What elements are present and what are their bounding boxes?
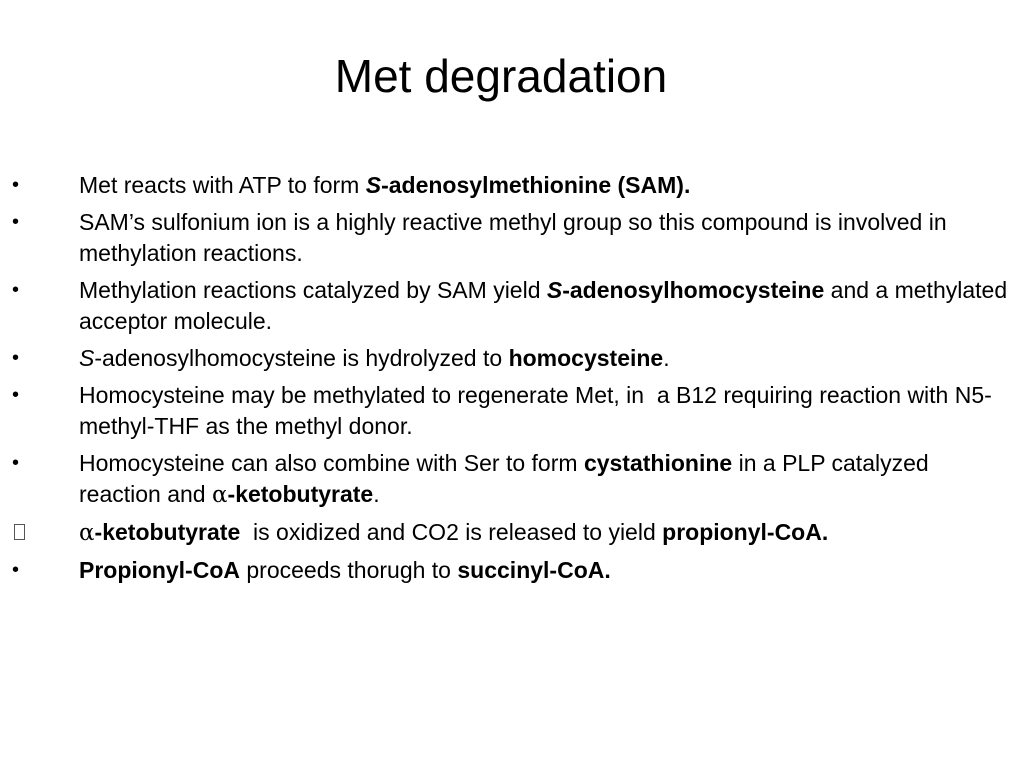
bullet-text: cystathionine [583, 450, 733, 476]
bullet-text: S [79, 345, 95, 371]
bullet-text: in a PLP catalyzed reaction and [79, 450, 936, 507]
bullet-item [0, 343, 1024, 374]
bullet-marker: • [12, 452, 20, 474]
bullet-text: is oxidized and CO2 is released to yield [240, 519, 663, 545]
bullet-text: -ketobutyrate [94, 519, 241, 545]
bullet-text: Propionyl-CoA [79, 557, 240, 583]
bullet-text: propionyl-CoA. [662, 519, 829, 545]
bullet-text: succinyl-CoA. [457, 557, 611, 583]
bullet-item [0, 170, 1024, 201]
bullet-text: . [373, 481, 380, 507]
missing-glyph-bullet-icon [14, 524, 25, 540]
bullet-text: S [365, 172, 382, 198]
bullet-text: Methylation reactions catalyzed by SAM yield [79, 277, 547, 303]
bullet-list [0, 170, 1024, 592]
bullet-item [0, 517, 1024, 549]
bullet-text: -adenosylmethionine (SAM). [381, 172, 691, 198]
bullet-marker: • [12, 559, 20, 581]
bullet-item [0, 207, 1024, 269]
bullet-text: homocysteine [508, 345, 664, 371]
bullet-marker: • [12, 211, 20, 233]
bullet-marker: • [12, 174, 20, 196]
bullet-marker: • [12, 279, 20, 301]
bullet-text: -adenosylhomocysteine [562, 277, 825, 303]
alpha-symbol: α [79, 520, 95, 546]
bullet-text: -adenosylhomocysteine is hydrolyzed to [94, 345, 509, 371]
bullet-marker: • [12, 347, 20, 369]
bullet-text: and a methylated acceptor molecule. [79, 277, 1014, 334]
bullet-item [0, 380, 1024, 442]
bullet-item [0, 275, 1024, 337]
bullet-text: S [546, 277, 563, 303]
bullet-item [0, 555, 1024, 586]
bullet-text: SAM’s sulfonium ion is a highly reactive methyl group so this compound is involved in methylation reactions. [79, 209, 954, 266]
bullet-text: . [663, 345, 670, 371]
bullet-text: Homocysteine can also combine with Ser to form [79, 450, 584, 476]
bullet-marker: • [12, 384, 20, 406]
bullet-item [0, 448, 1024, 511]
bullet-text: -ketobutyrate [227, 481, 374, 507]
bullet-text: Homocysteine may be methylated to regenerate Met, in a B12 requiring reaction with N5-methyl-THF as the methyl donor. [79, 382, 992, 439]
bullet-text: Met reacts with ATP to form [79, 172, 366, 198]
bullet-text: proceeds thorugh to [240, 557, 458, 583]
alpha-symbol: α [211, 482, 228, 508]
slide-title: Met degradation [334, 50, 668, 102]
